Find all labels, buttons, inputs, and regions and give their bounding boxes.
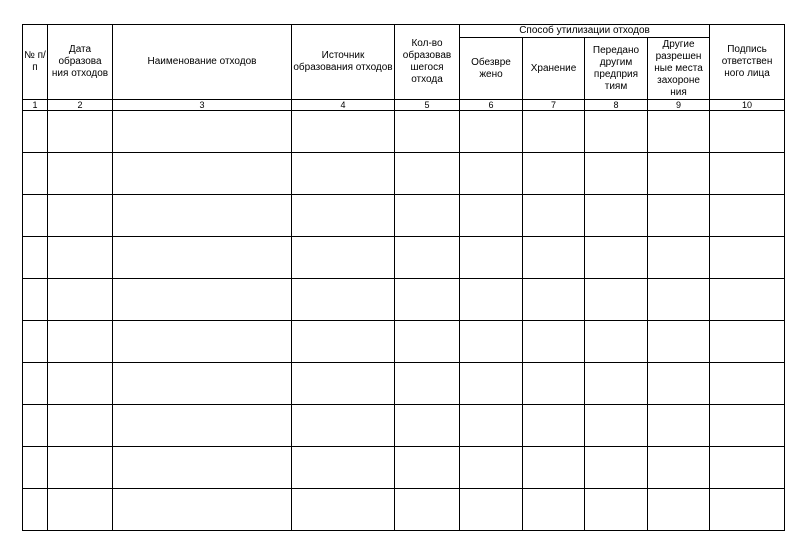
- table-cell[interactable]: [23, 153, 48, 195]
- table-cell[interactable]: [113, 405, 292, 447]
- table-row: [23, 363, 785, 405]
- table-cell[interactable]: [648, 405, 710, 447]
- table-cell[interactable]: [292, 153, 395, 195]
- table-cell[interactable]: [23, 489, 48, 531]
- table-cell[interactable]: [710, 321, 785, 363]
- table-cell[interactable]: [710, 405, 785, 447]
- table-cell[interactable]: [460, 363, 523, 405]
- column-number: 8: [585, 100, 648, 111]
- table-cell[interactable]: [523, 195, 585, 237]
- table-cell[interactable]: [113, 447, 292, 489]
- table-cell[interactable]: [292, 363, 395, 405]
- table-cell[interactable]: [648, 237, 710, 279]
- table-cell[interactable]: [23, 321, 48, 363]
- table-cell[interactable]: [48, 153, 113, 195]
- waste-journal-sheet: [22, 24, 785, 531]
- header-signature: Подпись ответствен ного лица: [710, 25, 785, 100]
- table-cell[interactable]: [460, 405, 523, 447]
- table-cell[interactable]: [585, 195, 648, 237]
- table-cell[interactable]: [710, 447, 785, 489]
- table-row: [23, 279, 785, 321]
- column-number: 7: [523, 100, 585, 111]
- table-cell[interactable]: [395, 237, 460, 279]
- table-cell[interactable]: [648, 111, 710, 153]
- table-cell[interactable]: [523, 363, 585, 405]
- column-number-row: [23, 100, 785, 111]
- table-row: [23, 321, 785, 363]
- table-cell[interactable]: [48, 489, 113, 531]
- table-cell[interactable]: [523, 447, 585, 489]
- table-cell[interactable]: [395, 111, 460, 153]
- column-number: 5: [395, 100, 460, 111]
- table-cell[interactable]: [395, 489, 460, 531]
- table-cell[interactable]: [292, 111, 395, 153]
- table-cell[interactable]: [523, 321, 585, 363]
- table-cell[interactable]: [710, 363, 785, 405]
- column-number: 2: [48, 100, 113, 111]
- column-number: 1: [23, 100, 48, 111]
- table-cell[interactable]: [460, 279, 523, 321]
- journal-body: [23, 111, 785, 531]
- table-row: [23, 195, 785, 237]
- column-number: 4: [292, 100, 395, 111]
- table-cell[interactable]: [460, 447, 523, 489]
- table-cell[interactable]: [460, 153, 523, 195]
- table-cell[interactable]: [113, 363, 292, 405]
- table-cell[interactable]: [460, 237, 523, 279]
- header-neutralized: Обезвре жено: [460, 38, 523, 100]
- column-number: 10: [710, 100, 785, 111]
- table-cell[interactable]: [113, 489, 292, 531]
- table-cell[interactable]: [395, 405, 460, 447]
- table-cell[interactable]: [648, 363, 710, 405]
- header-quantity: Кол-во образовав шегося отхода: [395, 25, 460, 100]
- table-row: [23, 489, 785, 531]
- table-cell[interactable]: [48, 279, 113, 321]
- waste-journal-table: [22, 24, 785, 531]
- table-cell[interactable]: [48, 447, 113, 489]
- table-cell[interactable]: [395, 195, 460, 237]
- header-transferred: Передано другим предприя тиям: [585, 38, 648, 100]
- header-disposal-group: Способ утилизации отходов: [460, 25, 710, 38]
- table-cell[interactable]: [648, 321, 710, 363]
- table-cell[interactable]: [648, 279, 710, 321]
- table-cell[interactable]: [113, 237, 292, 279]
- table-cell[interactable]: [48, 321, 113, 363]
- table-cell[interactable]: [48, 405, 113, 447]
- table-cell[interactable]: [292, 237, 395, 279]
- table-cell[interactable]: [113, 195, 292, 237]
- table-cell[interactable]: [23, 195, 48, 237]
- column-number: 6: [460, 100, 523, 111]
- header-source: Источник образования отходов: [292, 25, 395, 100]
- table-cell[interactable]: [460, 195, 523, 237]
- table-cell[interactable]: [48, 195, 113, 237]
- table-cell[interactable]: [113, 279, 292, 321]
- table-cell[interactable]: [523, 489, 585, 531]
- header-number: № п/п: [23, 25, 48, 100]
- table-cell[interactable]: [395, 321, 460, 363]
- table-cell[interactable]: [23, 111, 48, 153]
- table-cell[interactable]: [113, 321, 292, 363]
- table-cell[interactable]: [585, 447, 648, 489]
- table-cell[interactable]: [523, 111, 585, 153]
- table-cell[interactable]: [460, 321, 523, 363]
- table-cell[interactable]: [23, 405, 48, 447]
- table-cell[interactable]: [648, 195, 710, 237]
- table-cell[interactable]: [710, 111, 785, 153]
- column-number: 9: [648, 100, 710, 111]
- table-row: [23, 237, 785, 279]
- table-cell[interactable]: [48, 237, 113, 279]
- table-cell[interactable]: [292, 489, 395, 531]
- table-cell[interactable]: [710, 237, 785, 279]
- table-cell[interactable]: [710, 279, 785, 321]
- table-cell[interactable]: [648, 447, 710, 489]
- table-cell[interactable]: [585, 321, 648, 363]
- table-cell[interactable]: [292, 321, 395, 363]
- table-cell[interactable]: [23, 237, 48, 279]
- table-cell[interactable]: [395, 447, 460, 489]
- table-cell[interactable]: [585, 279, 648, 321]
- table-cell[interactable]: [585, 237, 648, 279]
- table-cell[interactable]: [648, 489, 710, 531]
- table-cell[interactable]: [460, 111, 523, 153]
- table-row: [23, 405, 785, 447]
- table-row: [23, 153, 785, 195]
- table-cell[interactable]: [523, 405, 585, 447]
- table-row: [23, 447, 785, 489]
- table-cell[interactable]: [292, 195, 395, 237]
- table-cell[interactable]: [585, 153, 648, 195]
- header-storage: Хранение: [523, 38, 585, 100]
- table-cell[interactable]: [292, 447, 395, 489]
- header-other-burial: Другие разрешен ные места захороне ния: [648, 38, 710, 100]
- table-cell[interactable]: [395, 279, 460, 321]
- table-cell[interactable]: [48, 111, 113, 153]
- table-cell[interactable]: [710, 489, 785, 531]
- header-waste-name: Наименование отходов: [113, 25, 292, 100]
- table-cell[interactable]: [113, 153, 292, 195]
- table-cell[interactable]: [292, 279, 395, 321]
- table-row: [23, 111, 785, 153]
- table-cell[interactable]: [395, 153, 460, 195]
- header-date: Дата образова ния отходов: [48, 25, 113, 100]
- table-cell[interactable]: [523, 237, 585, 279]
- table-cell[interactable]: [292, 405, 395, 447]
- table-cell[interactable]: [48, 363, 113, 405]
- table-cell[interactable]: [395, 363, 460, 405]
- column-number: 3: [113, 100, 292, 111]
- table-cell[interactable]: [585, 111, 648, 153]
- table-cell[interactable]: [710, 195, 785, 237]
- table-cell[interactable]: [585, 405, 648, 447]
- table-cell[interactable]: [585, 363, 648, 405]
- table-cell[interactable]: [648, 153, 710, 195]
- table-cell[interactable]: [523, 279, 585, 321]
- table-cell[interactable]: [585, 489, 648, 531]
- table-cell[interactable]: [710, 153, 785, 195]
- table-cell[interactable]: [523, 153, 585, 195]
- table-cell[interactable]: [23, 279, 48, 321]
- table-cell[interactable]: [23, 363, 48, 405]
- table-cell[interactable]: [113, 111, 292, 153]
- table-cell[interactable]: [23, 447, 48, 489]
- table-cell[interactable]: [460, 489, 523, 531]
